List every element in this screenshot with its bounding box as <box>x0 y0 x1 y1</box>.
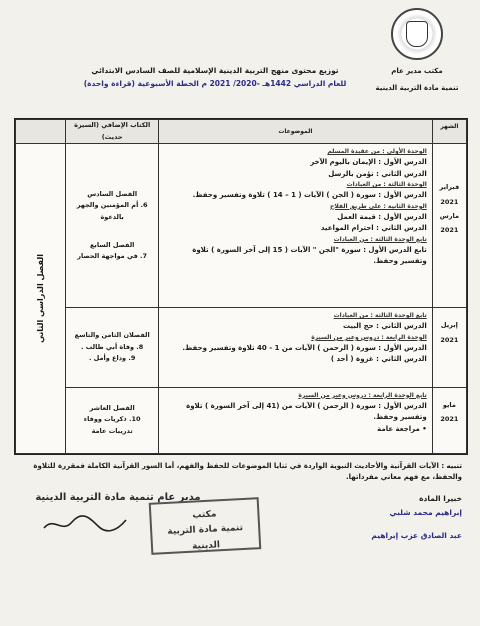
unit-title: تابع الوحدة الثالثة : من العبادات <box>333 235 427 243</box>
book-chapter-line: 9. وداع وأمل . <box>88 354 136 363</box>
header-month: الشهر <box>432 120 466 144</box>
book-chapter-line: 10. ذكريات ووفاء <box>83 415 141 424</box>
note-label: تنبيه : <box>441 462 462 470</box>
month-label: فبراير <box>439 183 460 192</box>
ministry-seal-icon <box>391 8 443 60</box>
table-row <box>16 387 467 453</box>
book-chapter-line: بالدعوة <box>100 213 124 222</box>
month-label: إبريل <box>440 321 458 330</box>
book-chapter-line: تدريبات عامة <box>91 427 133 436</box>
lesson-line: الدرس الثاني : نؤمن بالرسل <box>328 169 427 178</box>
book-chapter-line: الفصل السابع <box>89 240 135 249</box>
term-label: الفصل الدراسي الثاني <box>36 254 46 344</box>
header-book: الكتاب الإضافي (السيرة حديث) <box>66 120 159 144</box>
month-cell <box>432 387 466 453</box>
lesson-line: الدرس الثاني : احترام المواعيد <box>320 224 427 233</box>
book-cell <box>66 308 159 387</box>
ministry-header <box>362 8 472 93</box>
unit-title: الوحدة الرابعة : دروس وعبر من السيرة <box>311 333 427 341</box>
topics-cell <box>158 387 432 453</box>
book-chapter-line: 7. في مواجهة الحصار <box>77 252 148 261</box>
curriculum-table <box>14 118 468 455</box>
lesson-line: • مراجعة عامة <box>377 424 427 433</box>
document-titles <box>80 66 350 88</box>
lesson-line: تابع الدرس الأول : سورة "الجن " الآيات ( 15 إلى آخر السورة ) تلاوة وتفسير وحفظ. <box>192 245 427 266</box>
month-label: مايو <box>442 400 456 409</box>
lesson-line: الدرس الأول : سورة ( الجن ) الآيات ( 1 – 14 ) تلاوة وتفسير وحفظ. <box>192 191 427 200</box>
lesson-line: الدرس الأول : الإيمان باليوم الآخر <box>310 158 427 167</box>
unit-title: الوحدة الثالثة : من العبادات <box>346 181 427 189</box>
lesson-line: الدرس الأول : قيمة العمل <box>337 212 427 221</box>
book-chapter-line: الفصل السادس <box>87 189 138 198</box>
book-chapter-line: 8. وفاة أبي طالب . <box>81 342 144 351</box>
book-cell <box>66 387 159 453</box>
table-header-row <box>16 120 467 144</box>
lesson-line: الدرس الأول : سورة ( الرحمن ) الآيات من 1 - 40 تلاوة وتفسير وحفظ. <box>182 343 427 352</box>
stamp-line-2: تنمية مادة التربية الدينية <box>167 523 244 552</box>
experts-role: خبيرا المادة <box>419 494 462 503</box>
book-chapter-line <box>66 224 158 240</box>
expert-name-2: عبد الصادق عزب إبراهيم <box>371 530 462 540</box>
note <box>18 461 462 483</box>
month-label: 2021 <box>440 335 459 344</box>
lesson-line: الدرس الأول : سورة ( الرحمن ) الآيات من (41 إلى آخر السورة ) تلاوة وتفسير وحفظ. <box>186 401 427 422</box>
topics-cell <box>158 144 432 308</box>
unit-title: الوحدة الثانية : على طريق الفلاح <box>330 202 427 210</box>
book-cell <box>66 144 159 308</box>
header-topics: الموضوعات <box>158 120 432 144</box>
lesson-line: الدرس الثاني : غزوة ( أحد ) <box>330 355 427 364</box>
handwritten-signature-icon <box>40 512 130 536</box>
general-manager-title: مدير عام تنمية مادة التربية الدينية <box>35 492 201 503</box>
month-label: 2021 <box>440 226 459 235</box>
header-term <box>16 120 66 144</box>
table-row <box>16 144 467 308</box>
book-chapter-line: 6. أم المؤمنين والجهر <box>76 201 148 210</box>
unit-title: تابع الوحدة الثالثة : من العبادات <box>333 312 427 320</box>
document-title: توزيع محتوى منهج التربية الدينية الإسلامية للصف السادس الابتدائي <box>91 66 339 75</box>
month-label: 2021 <box>440 197 459 206</box>
term-cell <box>16 144 66 454</box>
month-label: مارس <box>439 211 459 220</box>
unit-title: تابع الوحدة الرابعة : دروس وعبر من السيرة <box>298 391 427 399</box>
office-stamp <box>149 497 262 555</box>
note-text: الآيات القرآنية والأحاديث النبوية الواردة في ثنايا الموضوعات للحفظ والفهم، أما السور القرآنية الكاملة فمقررة للتلاوة والحفظ، مع فهم معاني مفرداتها. <box>33 462 462 482</box>
experts-signature-block <box>312 492 462 543</box>
month-cell <box>432 144 466 308</box>
topics-cell <box>158 308 432 387</box>
table-row <box>16 308 467 387</box>
lesson-line: الدرس الثاني : حج البيت <box>343 322 427 331</box>
office-line-1: مكتب مدير عام <box>391 67 443 75</box>
month-cell <box>432 308 466 387</box>
office-line-2: تنمية مادة التربية الدينية <box>375 83 459 92</box>
unit-title: الوحدة الأولى : من عقيدة المسلم <box>327 148 427 156</box>
book-chapter-line: الفصلان الثامن والتاسع <box>74 331 150 340</box>
book-chapter-line: الفصل العاشر <box>89 403 135 412</box>
stamp-line-1: مكتب <box>192 509 217 521</box>
month-label: 2021 <box>440 414 459 423</box>
expert-name-1: إبراهيم محمد شلبي <box>389 508 462 518</box>
document-subtitle: للعام الدراسي 1442هـ -2020/ 2021 م الخطة الأسبوعية (قراءة واحدة) <box>83 79 347 88</box>
